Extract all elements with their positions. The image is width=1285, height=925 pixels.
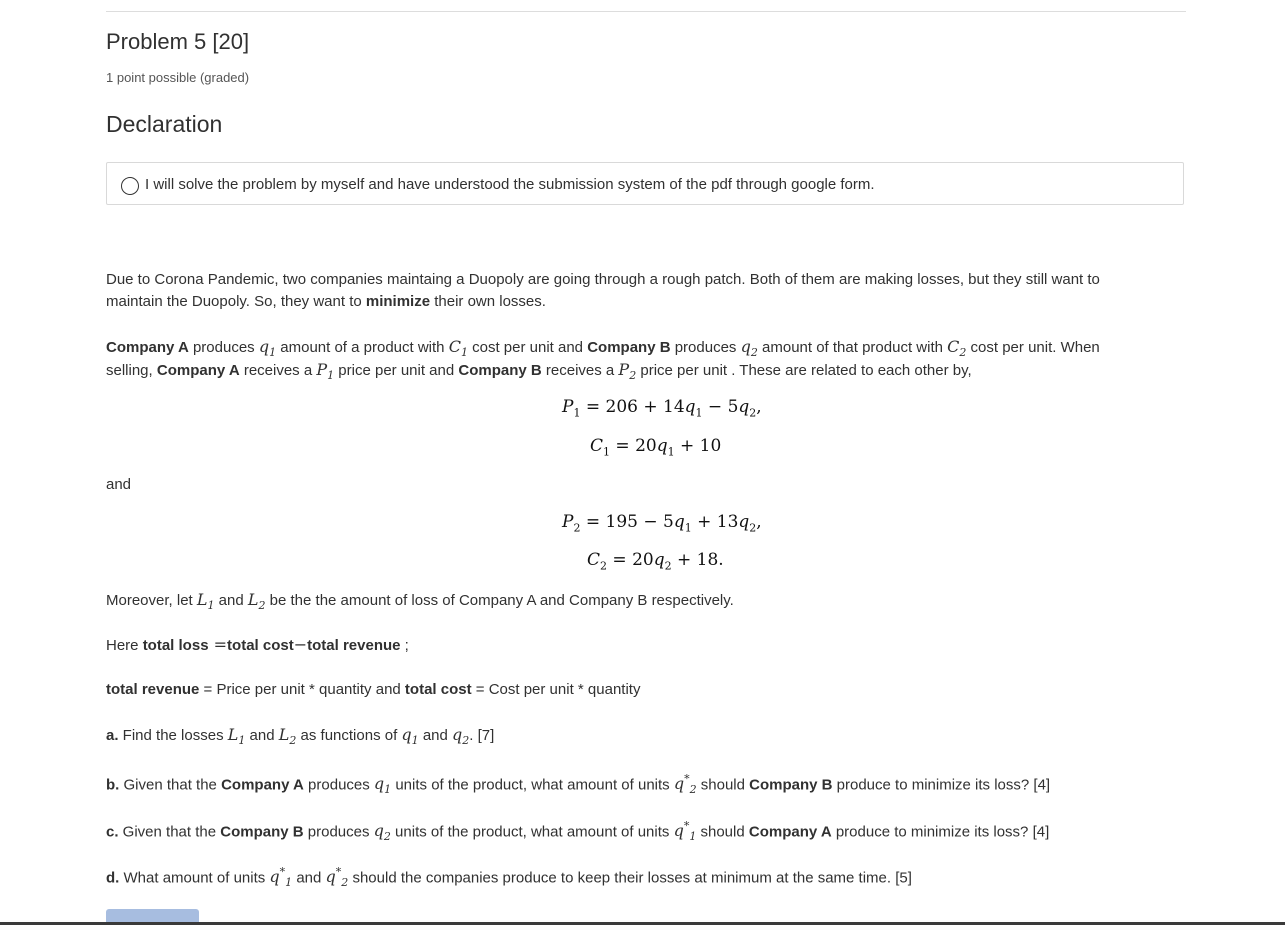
- declaration-radio[interactable]: [121, 177, 139, 195]
- declaration-heading: Declaration: [106, 111, 223, 137]
- and-label: and: [106, 476, 132, 493]
- declaration-option[interactable]: [106, 162, 1184, 205]
- question-d: d. What amount of units $q^*_1$ and $q^*_2$ should the companies produce to keep their losses at minimum at the same time. [5]: [106, 866, 912, 890]
- problem-title: Problem 5 [20]: [106, 29, 250, 54]
- points-label: 1 point possible (graded): [106, 70, 250, 85]
- moreover-line: Moreover, let $L_1$ and $L_2$ be the the amount of loss of Company A and Company B respectively.: [106, 590, 734, 613]
- setup-line-1: Company A produces $q_1$ amount of a product with $C_1$ cost per unit and Company B produces $q_2$ amount of that product with $C_2$ cost per unit. When: [106, 337, 1100, 360]
- question-a: a. Find the losses $L_1$ and $L_2$ as functions of $q_1$ and $q_2$. [7]: [106, 725, 495, 748]
- intro-line-2: maintain the Duopoly. So, they want to minimize their own losses.: [106, 293, 546, 310]
- setup-line-2: selling, Company A receives a $P_1$ price per unit and Company B receives a $P_2$ price per unit . These are related to each other by,: [106, 360, 972, 383]
- equation-p2: $P_2 = 195 - 5q_1 + 13q_2$,: [562, 512, 762, 535]
- equation-c1: $C_1 = 20q_1 + 10$: [590, 436, 722, 459]
- intro-line-1: Due to Corona Pandemic, two companies maintaing a Duopoly are going through a rough patch. Both of them are making losses, but they still want to: [106, 271, 1100, 288]
- question-c: c. Given that the Company B produces $q_2$ units of the product, what amount of units $q^*_1$ should Company A produce to minimize its loss? [4]: [106, 820, 1050, 844]
- equation-p1: $P_1 = 206 + 14q_1 - 5q_2$,: [562, 397, 762, 420]
- equation-c2: $C_2 = 20q_2 + 18$.: [587, 550, 724, 573]
- revenue-cost-line: total revenue = Price per unit * quantity and total cost = Cost per unit * quantity: [106, 681, 641, 698]
- total-loss-line: Here total loss =total cost−total revenue ;: [106, 635, 409, 654]
- question-b: b. Given that the Company A produces $q_1$ units of the product, what amount of units $q^*_2$ should Company B produce to minimize its loss? [4]: [106, 773, 1051, 797]
- top-divider: [106, 11, 1186, 12]
- declaration-option-label: I will solve the problem by myself and have understood the submission system of the pdf through google form.: [145, 176, 875, 193]
